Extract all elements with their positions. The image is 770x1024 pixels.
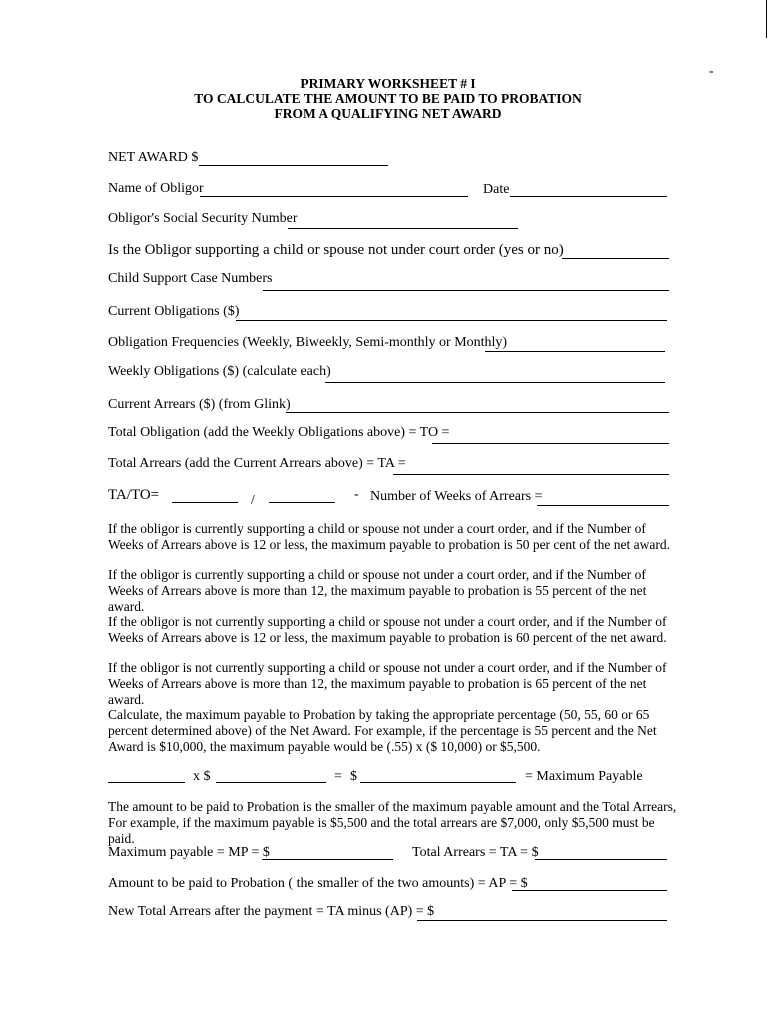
total-arrears-field[interactable] xyxy=(393,474,669,475)
title-line-2: TO CALCULATE THE AMOUNT TO BE PAID TO PROBATION xyxy=(194,91,582,106)
calculation-paragraph: Calculate, the maximum payable to Probation by taking the appropriate percentage (50, 55, 60 or 65 percent determined above) of the Net Award. For example, if the percentage is 55 percent and the Net Award is $10,000, the maximum payable would be (.55) x ($ 10,000) or $5,500. xyxy=(108,707,657,754)
mp-field[interactable] xyxy=(262,859,393,860)
ta-bottom-field[interactable] xyxy=(535,859,667,860)
title-line-1: PRIMARY WORKSHEET # I xyxy=(300,76,476,91)
amount-paid-paragraph: The amount to be paid to Probation is the smaller of the maximum payable amount and the Total Arrears, For example, if the maximum payable is $5,500 and the total arrears are $7,000, only $5,500 must be paid. xyxy=(108,799,677,846)
rule-paragraph-4: If the obligor is not currently supporting a child or spouse not under a court order, and if the Number of Weeks of Arrears above is more than 12, the maximum payable to probation is 65 percent of the net award. xyxy=(108,660,667,707)
percentage-field[interactable] xyxy=(108,782,185,783)
rule-paragraph-2: If the obligor is currently supporting a child or spouse not under a court order, and if the Number of Weeks of Arrears above is more than 12, the maximum payable to probation is 55 percent of the net award. xyxy=(108,567,647,614)
obligor-name-label: Name of Obligor xyxy=(108,181,204,196)
total-obligation-field[interactable] xyxy=(432,443,669,444)
weekly-obligations-label: Weekly Obligations ($) (calculate each) xyxy=(108,364,331,379)
rule-paragraph-3: If the obligor is not currently supporting a child or spouse not under a court order, and if the Number of Weeks of Arrears above is 12 or less, the maximum payable to probation is 60 percent of the net award. xyxy=(108,614,667,645)
current-arrears-field[interactable] xyxy=(286,412,669,413)
supporting-field[interactable] xyxy=(562,258,669,259)
total-obligation-label: Total Obligation (add the Weekly Obligations above) = TO = xyxy=(108,425,450,440)
times-symbol: x $ xyxy=(193,769,211,784)
ta-to-label: TA/TO= xyxy=(108,487,160,503)
ta-field[interactable] xyxy=(172,502,238,503)
date-label: Date xyxy=(483,182,510,197)
maximum-payable-label: = Maximum Payable xyxy=(525,769,643,784)
date-field[interactable] xyxy=(510,196,667,197)
obligor-name-field[interactable] xyxy=(200,196,468,197)
net-award-field[interactable] xyxy=(199,165,388,166)
rule-paragraph-1: If the obligor is currently supporting a child or spouse not under a court order, and if the Number of Weeks of Arrears above is 12 or less, the maximum payable to probation is 50 per cent of the net award. xyxy=(108,521,670,552)
ta-bottom-label: Total Arrears = TA = $ xyxy=(412,845,539,860)
current-obligations-field[interactable] xyxy=(236,320,667,321)
maximum-payable-field[interactable] xyxy=(360,782,516,783)
equals-symbol: = xyxy=(334,769,342,784)
page-edge-mark xyxy=(766,0,767,38)
weekly-obligations-field[interactable] xyxy=(325,382,665,383)
mp-label: Maximum payable = MP = $ xyxy=(108,845,270,860)
case-numbers-field[interactable] xyxy=(263,290,669,291)
ssn-label: Obligor's Social Security Number xyxy=(108,211,298,226)
net-award-label: NET AWARD $ xyxy=(108,150,199,165)
case-numbers-label: Child Support Case Numbers xyxy=(108,271,273,286)
weeks-of-arrears-label: Number of Weeks of Arrears = xyxy=(370,489,543,504)
frequencies-field[interactable] xyxy=(485,351,665,352)
new-total-label: New Total Arrears after the payment = TA minus (AP) = $ xyxy=(108,904,435,919)
slash-symbol: / xyxy=(251,492,255,507)
corner-mark: - xyxy=(709,64,714,79)
frequencies-label: Obligation Frequencies (Weekly, Biweekly, Semi-monthly or Monthly) xyxy=(108,335,508,350)
current-arrears-label: Current Arrears ($) (from Glink) xyxy=(108,397,291,412)
ap-label: Amount to be paid to Probation ( the smaller of the two amounts) = AP = $ xyxy=(108,876,528,891)
new-total-field[interactable] xyxy=(417,920,667,921)
dash-symbol: - xyxy=(354,487,359,502)
title-line-3: FROM A QUALIFYING NET AWARD xyxy=(274,106,502,121)
ap-field[interactable] xyxy=(512,890,667,891)
supporting-label: Is the Obligor supporting a child or spouse not under court order (yes or no) xyxy=(108,242,564,258)
weeks-of-arrears-field[interactable] xyxy=(537,505,669,506)
dollar-symbol: $ xyxy=(350,769,357,784)
net-award-amount-field[interactable] xyxy=(216,782,326,783)
to-field[interactable] xyxy=(269,502,335,503)
current-obligations-label: Current Obligations ($) xyxy=(108,304,240,319)
total-arrears-label: Total Arrears (add the Current Arrears above) = TA = xyxy=(108,456,406,471)
ssn-field[interactable] xyxy=(288,228,518,229)
